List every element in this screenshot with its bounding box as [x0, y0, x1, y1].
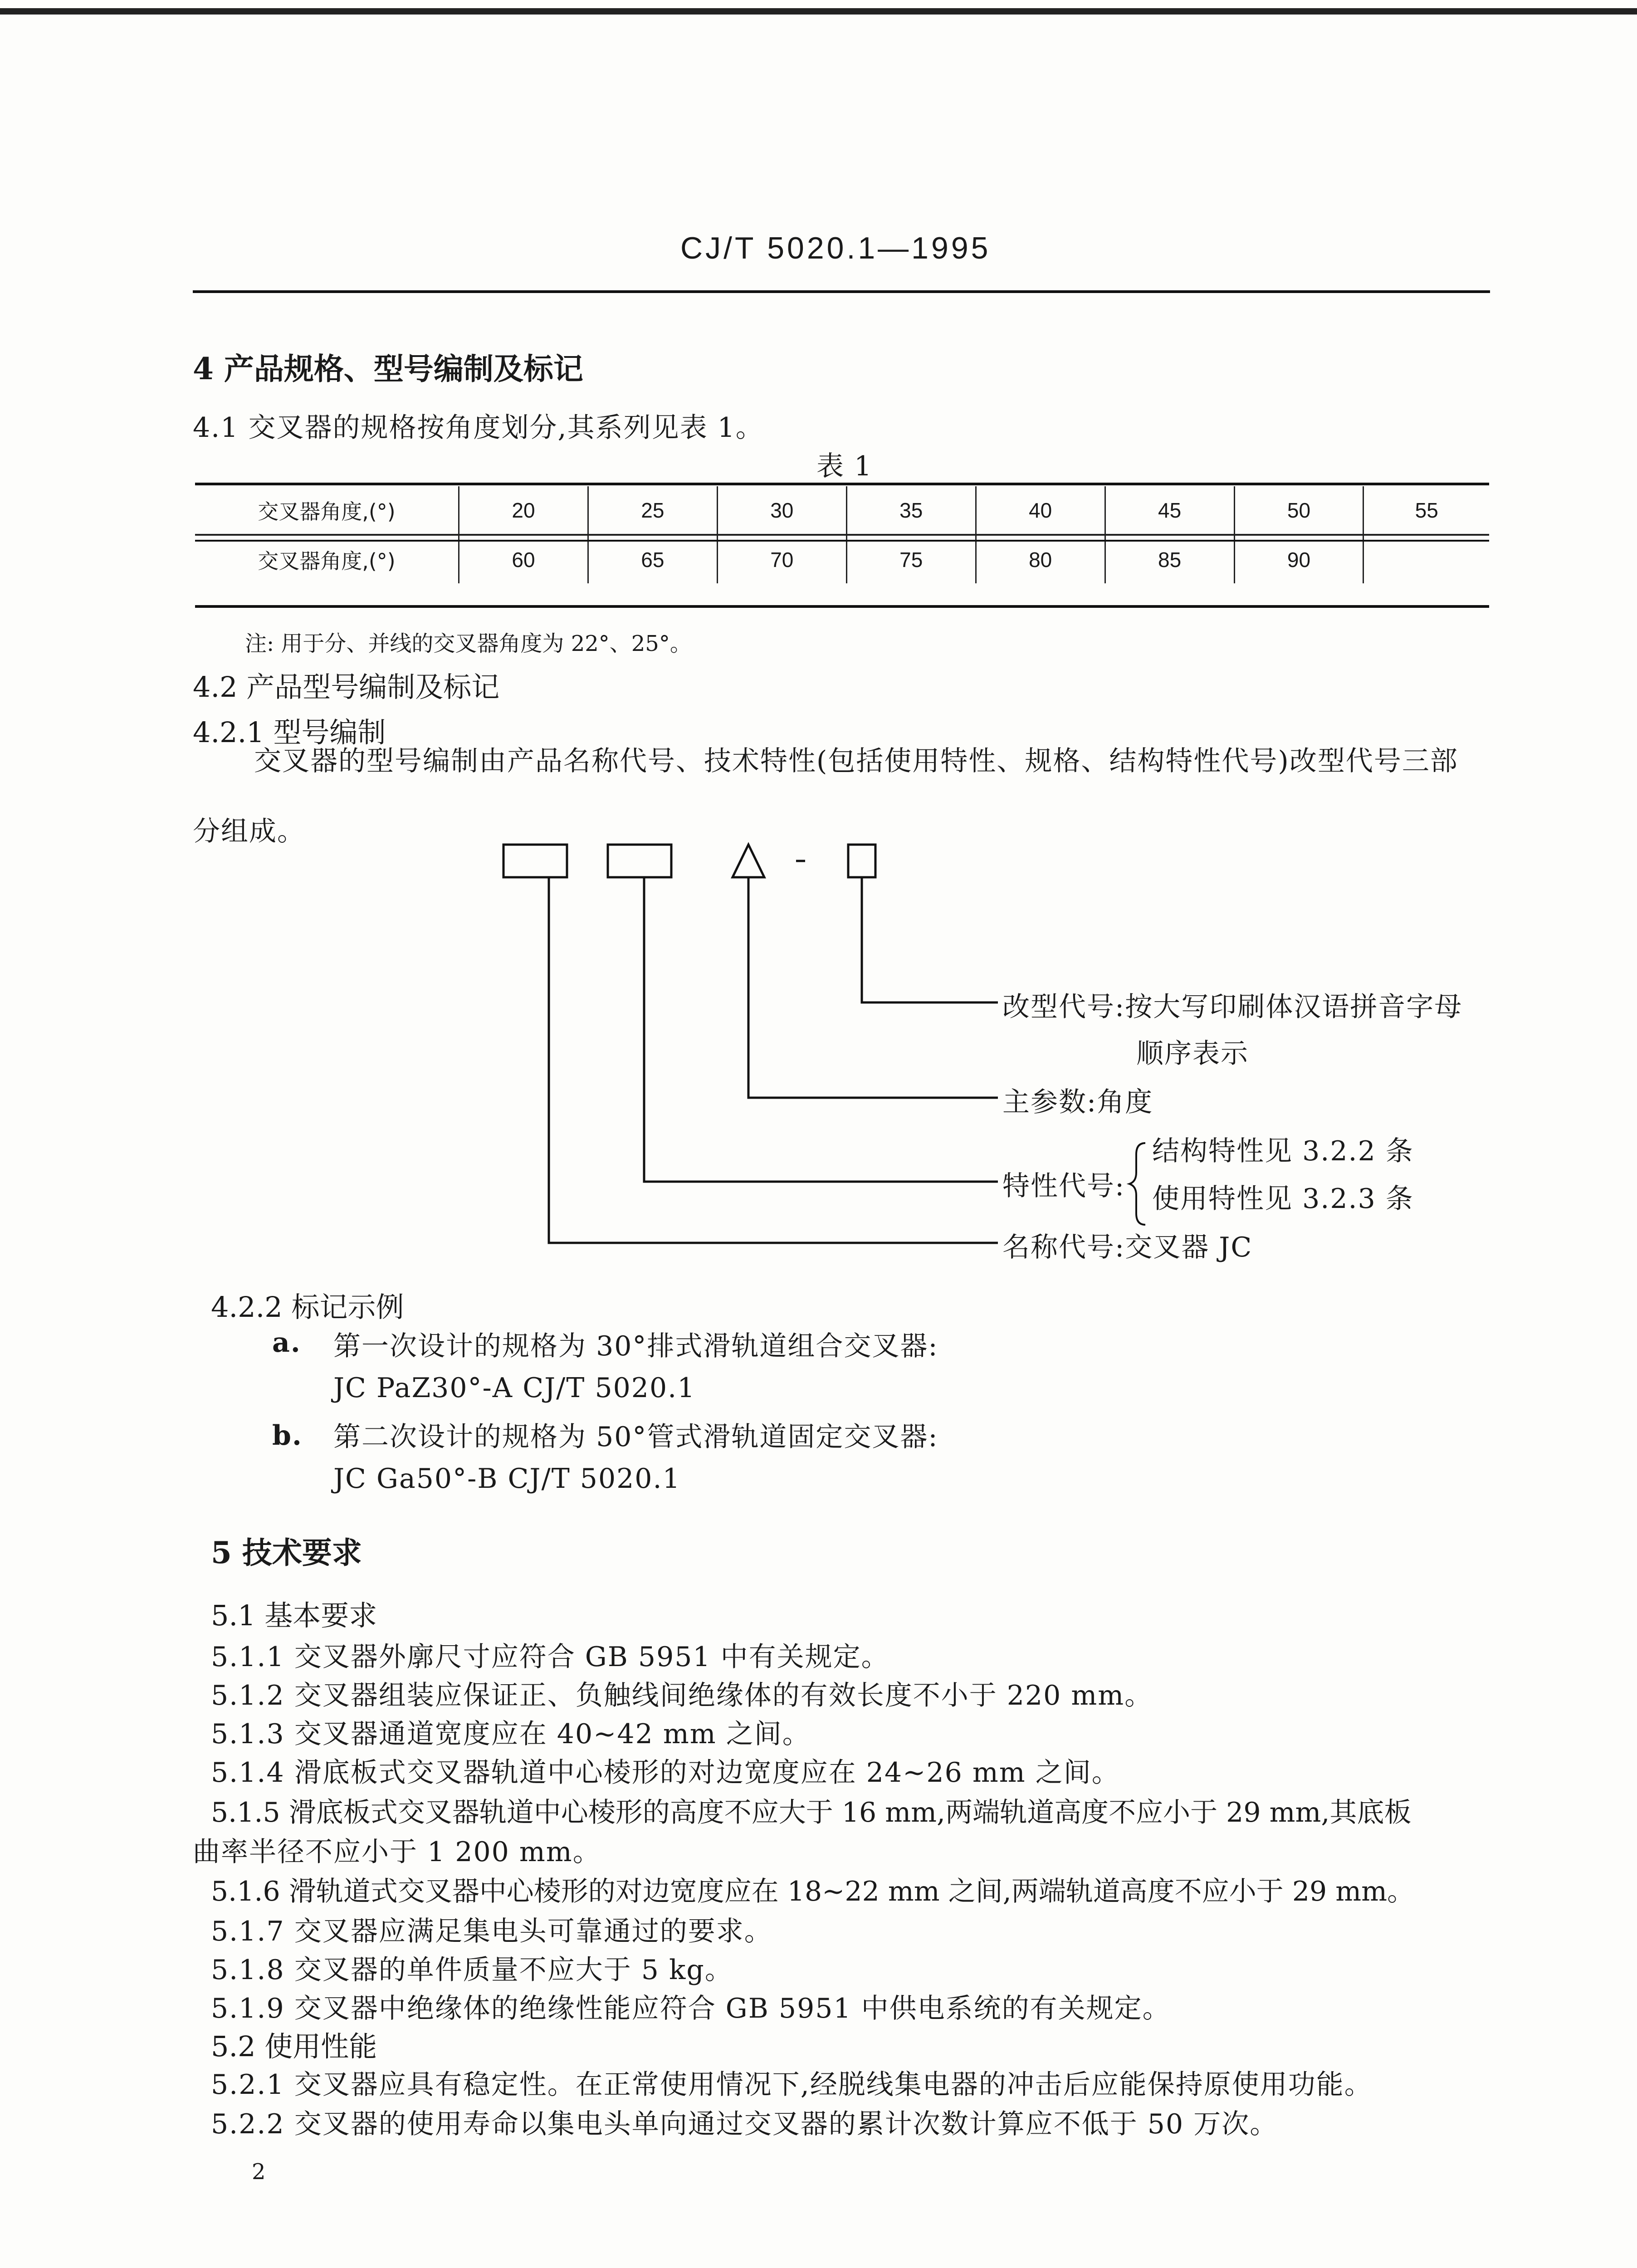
example-a-marker: a.	[272, 1327, 301, 1359]
name-leader-line	[549, 877, 998, 1243]
para-4-2-1-line1: 交叉器的型号编制由产品名称代号、技术特性(包括使用特性、规格、结构特性代号)改型代号三部	[254, 745, 1458, 777]
example-a-text: 第一次设计的规格为 30°排式滑轨道组合交叉器:	[333, 1330, 938, 1362]
clause-5-1: 5.1 基本要求	[211, 1599, 377, 1632]
clause-4-2-1: 4.2.1 型号编制	[193, 716, 386, 749]
table-note: 注: 用于分、并线的交叉器角度为 22°、25°。	[245, 631, 692, 656]
section-4-title: 4 产品规格、型号编制及标记	[193, 351, 583, 386]
table-caption: 表 1	[816, 450, 873, 482]
table-cell: 55	[1363, 486, 1489, 535]
standard-code: CJ/T 5020.1—1995	[680, 231, 991, 265]
table-row-label: 交叉器角度,(°)	[195, 486, 459, 535]
clause-5-1-2: 5.1.2 交叉器组装应保证正、负触线间绝缘体的有效长度不小于 220 mm。	[211, 1680, 1153, 1711]
label-revision-code-cont: 顺序表示	[1136, 1038, 1249, 1070]
clause-5-1-5-line2: 曲率半径不应小于 1 200 mm。	[193, 1836, 601, 1868]
table-cell: 25	[588, 486, 717, 535]
label-main-parameter: 主参数:角度	[1002, 1086, 1153, 1118]
characteristic-code-box	[608, 845, 671, 877]
clause-5-1-4: 5.1.4 滑底板式交叉器轨道中心棱形的对边宽度应在 24~26 mm 之间。	[211, 1757, 1120, 1789]
table-cell: 80	[976, 535, 1105, 583]
clause-5-1-9: 5.1.9 交叉器中绝缘体的绝缘性能应符合 GB 5951 中供电系统的有关规定。	[211, 1993, 1171, 2024]
clause-5-1-8: 5.1.8 交叉器的单件质量不应大于 5 kg。	[211, 1954, 733, 1986]
clause-5-1-1: 5.1.1 交叉器外廓尺寸应符合 GB 5951 中有关规定。	[211, 1641, 889, 1673]
clause-4-2-2: 4.2.2 标记示例	[211, 1290, 404, 1324]
clause-5-2: 5.2 使用性能	[211, 2030, 377, 2063]
characteristic-leader-line	[644, 877, 998, 1182]
table-cell: 50	[1234, 486, 1363, 535]
clause-5-1-6: 5.1.6 滑轨道式交叉器中心棱形的对边宽度应在 18~22 mm 之间,两端轨道高度不应小于 29 mm。	[211, 1876, 1415, 1907]
revision-leader-line	[862, 877, 998, 1002]
clause-5-1-3: 5.1.3 交叉器通道宽度应在 40~42 mm 之间。	[211, 1718, 811, 1750]
table-cell: 20	[459, 486, 588, 535]
table-cell: 35	[846, 486, 976, 535]
clause-4-2: 4.2 产品型号编制及标记	[193, 670, 500, 704]
clause-5-2-2: 5.2.2 交叉器的使用寿命以集电头单向通过交叉器的累计次数计算应不低于 50 万次。	[211, 2108, 1278, 2140]
table-cell: 60	[459, 535, 588, 583]
revision-code-box	[848, 845, 875, 877]
main-param-leader-line	[748, 877, 998, 1098]
example-b-code: JC Ga50°-B CJ/T 5020.1	[333, 1463, 681, 1495]
table-cell: 75	[846, 535, 976, 583]
label-name-code: 名称代号:交叉器 JC	[1002, 1232, 1253, 1263]
clause-5-1-5-line1: 5.1.5 滑底板式交叉器轨道中心棱形的高度不应大于 16 mm,两端轨道高度不应小于 29 mm,其底板	[211, 1797, 1412, 1828]
label-characteristic-code: 特性代号:	[1002, 1170, 1125, 1202]
table-cell: 45	[1105, 486, 1234, 535]
label-revision-code: 改型代号:按大写印刷体汉语拼音字母	[1002, 991, 1463, 1023]
section-5-title: 5 技术要求	[211, 1535, 362, 1570]
table-cell: 70	[717, 535, 846, 583]
main-parameter-triangle	[733, 845, 764, 877]
label-structure-characteristic: 结构特性见 3.2.2 条	[1152, 1135, 1414, 1167]
example-a-code: JC PaZ30°-A CJ/T 5020.1	[333, 1372, 696, 1404]
table-cell: 30	[717, 486, 846, 535]
example-b-text: 第二次设计的规格为 50°管式滑轨道固定交叉器:	[333, 1421, 938, 1453]
example-b-marker: b.	[272, 1420, 303, 1452]
page-number: 2	[252, 2159, 266, 2185]
table-cell: 65	[588, 535, 717, 583]
characteristic-brace	[1129, 1143, 1145, 1225]
clause-4-1: 4.1 交叉器的规格按角度划分,其系列见表 1。	[193, 412, 764, 444]
table-cell: 40	[976, 486, 1105, 535]
label-use-characteristic: 使用特性见 3.2.3 条	[1152, 1183, 1414, 1215]
table-cell: 90	[1234, 535, 1363, 583]
clause-5-2-1: 5.2.1 交叉器应具有稳定性。在正常使用情况下,经脱线集电器的冲击后应能保持原使用功能。	[211, 2069, 1373, 2101]
name-code-box	[503, 845, 567, 877]
clause-5-1-7: 5.1.7 交叉器应满足集电头可靠通过的要求。	[211, 1916, 772, 1947]
table-cell: 85	[1105, 535, 1234, 583]
table-row-label: 交叉器角度,(°)	[195, 535, 459, 583]
para-4-2-1-line2: 分组成。	[193, 816, 305, 847]
